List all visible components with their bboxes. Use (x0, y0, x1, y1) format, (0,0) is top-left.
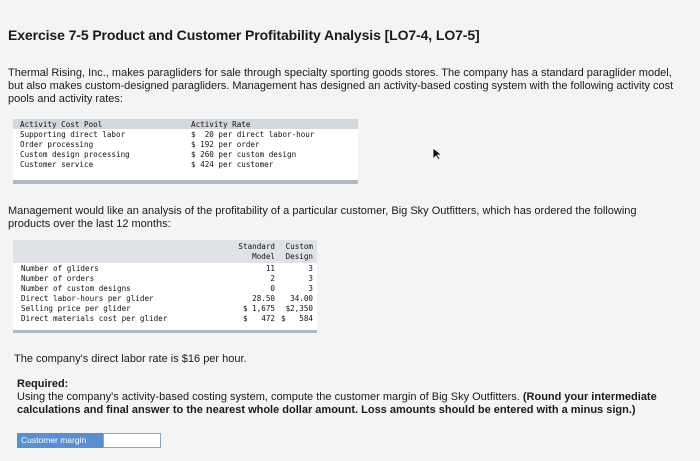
standard-model-header: Standard Model (238, 242, 275, 261)
activity-pool-cell: Supporting direct labor (20, 130, 126, 139)
custom-cell: $ 584 (280, 314, 313, 323)
required-heading: Required: (17, 378, 69, 390)
labor-rate-text: The company's direct labor rate is $16 per hour. (14, 353, 247, 365)
custom-design-column (275, 264, 313, 324)
row-label: Number of gliders (21, 264, 99, 273)
activity-rate-cell: $ 20 per direct labor-hour (191, 130, 315, 139)
table-divider (13, 180, 358, 184)
customer-product-table (13, 240, 317, 330)
standard-cell: 0 (270, 284, 275, 293)
custom-cell: $2,350 (285, 304, 313, 313)
standard-model-column (218, 264, 275, 324)
custom-design-header: Custom Design (285, 242, 313, 261)
mouse-pointer-icon (432, 147, 444, 161)
activity-pool-cell: Order processing (20, 140, 94, 149)
required-text: Using the company's activity-based costing system, compute the customer margin of Big Sky Outfitters. (17, 391, 520, 403)
intro-paragraph: Thermal Rising, Inc., makes paragliders for sale through specialty sporting goods stores. The company has a standard paraglider model, but also makes custom-designed paragliders. Management has designed an activity-based costing system with the following activity cost pools and activity rates: (8, 67, 674, 105)
activity-pool-column (20, 120, 130, 170)
activity-rate-column (191, 120, 314, 170)
activity-pool-cell: Custom design processing (20, 150, 130, 159)
row-label-column (21, 264, 167, 324)
custom-cell: 3 (308, 274, 313, 283)
required-instructions (17, 391, 677, 417)
activity-rate-table (13, 119, 358, 181)
row-label: Number of orders (21, 274, 95, 283)
row-label: Direct labor-hours per glider (21, 294, 154, 303)
custom-cell: 34.00 (290, 294, 313, 303)
activity-rate-cell: $ 424 per customer (191, 160, 274, 169)
rounding-instructions: (Round your intermediate calculations and final answer to the nearest whole dollar amount. Loss amounts should be entered with a minus sign.) (17, 391, 657, 416)
row-label: Selling price per glider (21, 304, 131, 313)
standard-cell: $ 1,675 (242, 304, 275, 313)
analysis-paragraph: Management would like an analysis of the profitability of a particular customer, Big Sky Outfitters, which has ordered the following products over the last 12 months: (8, 205, 637, 230)
activity-rate-cell: $ 260 per custom design (191, 150, 297, 159)
customer-margin-label: Customer margin (17, 433, 103, 448)
activity-pool-header: Activity Cost Pool (20, 120, 103, 129)
custom-cell: 3 (308, 284, 313, 293)
exercise-title: Exercise 7-5 Product and Customer Profitability Analysis [LO7-4, LO7-5] (8, 27, 480, 43)
activity-rate-header: Activity Rate (191, 120, 251, 129)
custom-cell: 3 (308, 264, 313, 273)
standard-cell: 28.50 (252, 294, 275, 303)
standard-cell: $ 472 (242, 314, 275, 323)
row-label: Direct materials cost per glider (21, 314, 168, 323)
table-divider (13, 330, 317, 333)
standard-cell: 11 (265, 264, 275, 273)
activity-pool-cell: Customer service (20, 160, 94, 169)
activity-rate-cell: $ 192 per order (191, 140, 260, 149)
row-label: Number of custom designs (21, 284, 131, 293)
customer-margin-input[interactable] (103, 433, 161, 448)
standard-cell: 2 (270, 274, 275, 283)
